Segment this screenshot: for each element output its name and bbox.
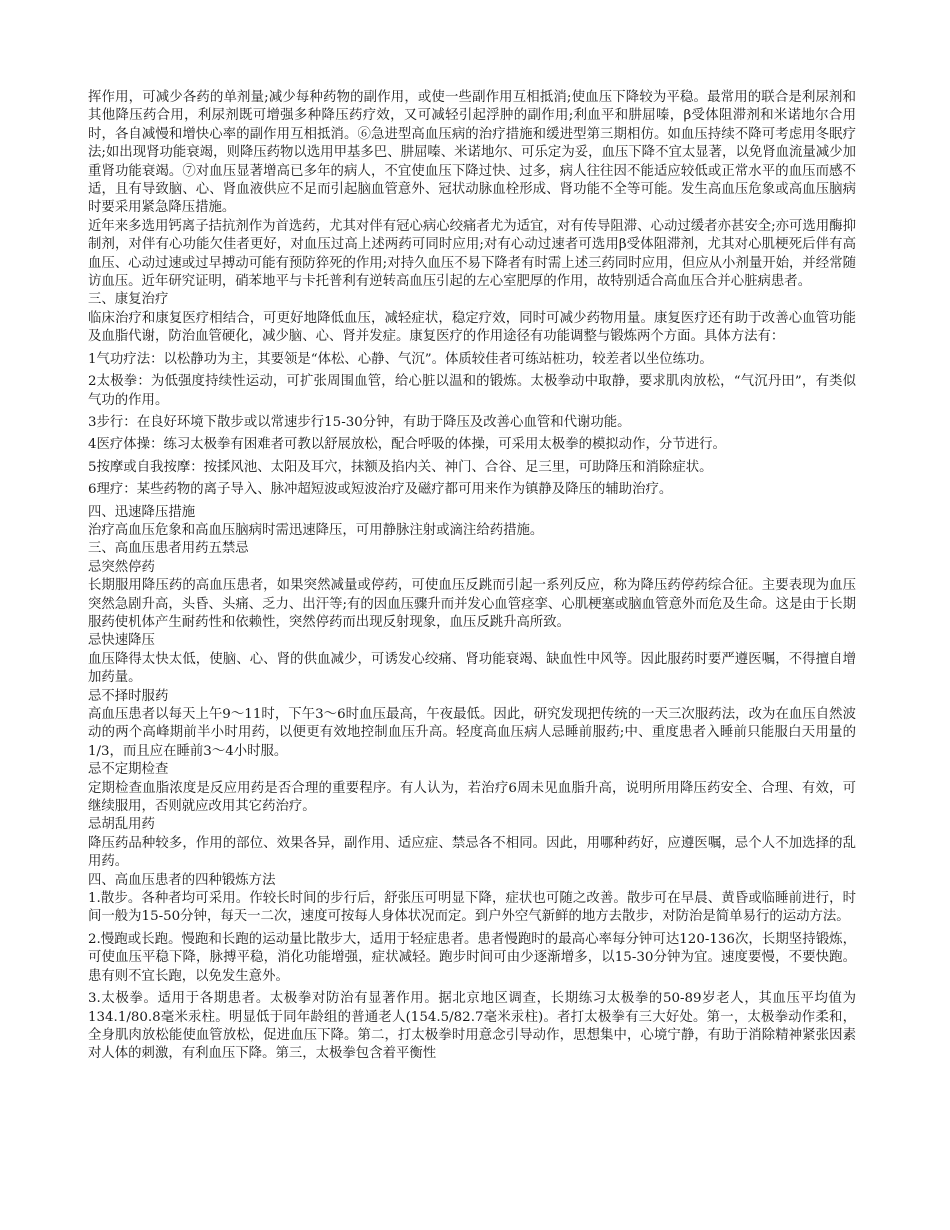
paragraph: 挥作用，可减少各药的单剂量;减少每种药物的副作用，或使一些副作用互相抵消;使血压下降较为平稳。最常用的联合是利尿剂和其他降压药合用，利尿剂既可增强多种降压药疗效，又可减轻引起浮肿的副作用;利血平和肼屈嗪，β受体阻滞剂和米诺地尔合用时，各自减慢和增快心率的副作用互相抵消。⑥急进型高血压病的治疗措施和缓进型第三期相仿。如血压持续不降可考虑用冬眠疗法;如出现肾功能衰竭，则降压药物以选用甲基多巴、肼屈嗪、米诺地尔、可乐定为妥，血压下降不宜太显著，以免肾血流量减少加重肾功能衰竭。⑦对血压显著增高已多年的病人，不宜使血压下降过快、过多，病人往往因不能适应较低或正常水平的血压而感不适，且有导致脑、心、肾血液供应不足而引起脑血管意外、冠状动脉血栓形成、肾功能不全等可能。发生高血压危象或高血压脑病时要采用紧急降压措施。 [88, 90, 856, 216]
paragraph: 临床治疗和康复医疗相结合，可更好地降低血压，减轻症状，稳定疗效，同时可减少药物用量。康复医疗还有助于改善心血管功能及血脂代谢，防治血管硬化，减少脑、心、肾并发症。康复医疗的作用途径有功能调整与锻炼两个方面。具体方法有： [88, 310, 856, 345]
list-item: 2.慢跑或长跑。慢跑和长跑的运动量比散步大，适用于轻症患者。患者慢跑时的最高心率每分钟可达120-136次，长期坚持锻炼，可使血压平稳下降，脉搏平稳，消化功能增强，症状减轻。跑步时间可由少逐渐增多，以15-30分钟为宜。速度要慢，不要快跑。患有则不宜长跑，以免发生意外。 [88, 931, 856, 984]
list-item: 5按摩或自我按摩：按揉风池、太阳及耳穴，抹额及掐内关、神门、合谷、足三里，可助降压和消除症状。 [88, 459, 713, 475]
section-heading: 忌胡乱用药 [88, 817, 155, 833]
section-heading: 忌不定期检查 [88, 762, 169, 778]
list-item: 4医疗体操：练习太极拳有困难者可教以舒展放松，配合呼吸的体操，可采用太极拳的模拟动作，分节进行。 [88, 437, 726, 453]
list-item: 3步行：在良好环境下散步或以常速步行15-30分钟，有助于降压及改善心血管和代谢功能。 [88, 414, 631, 430]
section-heading: 四、迅速降压措施 [88, 504, 196, 520]
section-heading: 忌快速降压 [88, 633, 155, 649]
paragraph: 近年来多选用钙离子拮抗剂作为首选药，尤其对伴有冠心病心绞痛者尤为适宜，对有传导阻滞、心动过缓者亦甚安全;亦可选用酶抑制剂，对伴有心功能欠佳者更好，对血压过高上述两药可同时应用;对有心动过速者可选用β受体阻滞剂，尤其对心肌梗死后伴有高血压、心动过速或过早搏动可能有预防猝死的作用;对持久血压不易下降者有时需上述三药同时应用，但应从小剂量开始，并经常随访血压。近年研究证明，硝苯地平与卡托普利有逆转高血压引起的左心室肥厚的作用，故特别适合高血压合并心脏病患者。 [88, 218, 856, 290]
list-item: 1.散步。各种者均可采用。作较长时间的步行后，舒张压可明显下降，症状也可随之改善。散步可在早晨、黄昏或临睡前进行，时间一般为15-50分钟，每天一二次，速度可按每人身体状况而定。到户外空气新鲜的地方去散步，对防治是简单易行的运动方法。 [88, 891, 856, 925]
paragraph: 定期检查血脂浓度是反应用药是否合理的重要程序。有人认为，若治疗6周未见血脂升高，说明所用降压药安全、合理、有效，可继续服用，否则就应改用其它药治疗。 [88, 780, 856, 815]
section-heading: 忌突然停药 [88, 559, 155, 575]
paragraph: 降压药品种较多，作用的部位、效果各异，副作用、适应症、禁忌各不相同。因此，用哪种药好，应遵医嘱，忌个人不加选择的乱用药。 [88, 835, 856, 870]
list-item: 1气功疗法：以松静功为主，其要领是“体松、心静、气沉”。体质较佳者可练站桩功，较差者以坐位练功。 [88, 351, 713, 367]
section-heading: 三、高血压患者用药五禁忌 [88, 541, 249, 557]
paragraph: 长期服用降压药的高血压患者，如果突然减量或停药，可使血压反跳而引起一系列反应，称为降压药停药综合征。主要表现为血压突然急剧升高，头昏、头痛、乏力、出汗等;有的因血压骤升而并发心血管痉挛、心肌梗塞或脑血管意外而危及生命。这是由于长期服药使机体产生耐药性和依赖性，突然停药而出现反射现象，血压反跳升高所致。 [88, 578, 856, 630]
list-item: 3.太极拳。适用于各期患者。太极拳对防治有显著作用。据北京地区调查，长期练习太极拳的50-89岁老人，其血压平均值为134.1/80.8毫米汞柱。明显低于同年龄组的普通老人(154.5/82.7毫米汞柱)。者打太极拳有三大好处。第一，太极拳动作柔和，全身肌肉放松能使血管放松，促进血压下降。第二，打太极拳时用意念引导动作，思想集中，心境宁静，有助于消除精神紧张因素对人体的刺激，有利血压下降。第三，太极拳包含着平衡性 [88, 991, 856, 1062]
section-heading: 四、高血压患者的四种锻炼方法 [88, 872, 276, 888]
paragraph: 治疗高血压危象和高血压脑病时需迅速降压，可用静脉注射或滴注给药措施。 [88, 522, 544, 538]
paragraph: 高血压患者以每天上午9～11时，下午3～6时血压最高，午夜最低。因此，研究发现把传统的一天三次服药法，改为在血压自然波动的两个高峰期前半小时用药，以便更有效地控制血压升高。轻度高血压病人忌睡前服药;中、重度患者入睡前只能服白天用量的1/3，而且应在睡前3～4小时服。 [88, 707, 856, 759]
section-heading: 三、康复治疗 [88, 292, 169, 308]
document-page [88, 89, 856, 1068]
paragraph: 血压降得太快太低，使脑、心、肾的供血减少，可诱发心绞痛、肾功能衰竭、缺血性中风等。因此服药时要严遵医嘱，不得擅自增加药量。 [88, 651, 856, 686]
list-item: 2太极拳：为低强度持续性运动，可扩张周围血管，给心脏以温和的锻炼。太极拳动中取静，要求肌肉放松，“气沉丹田”，有类似气功的作用。 [88, 374, 856, 408]
list-item: 6理疗：某些药物的离子导入、脉冲超短波或短波治疗及磁疗都可用来作为镇静及降压的辅助治疗。 [88, 482, 673, 498]
section-heading: 忌不择时服药 [88, 688, 169, 704]
